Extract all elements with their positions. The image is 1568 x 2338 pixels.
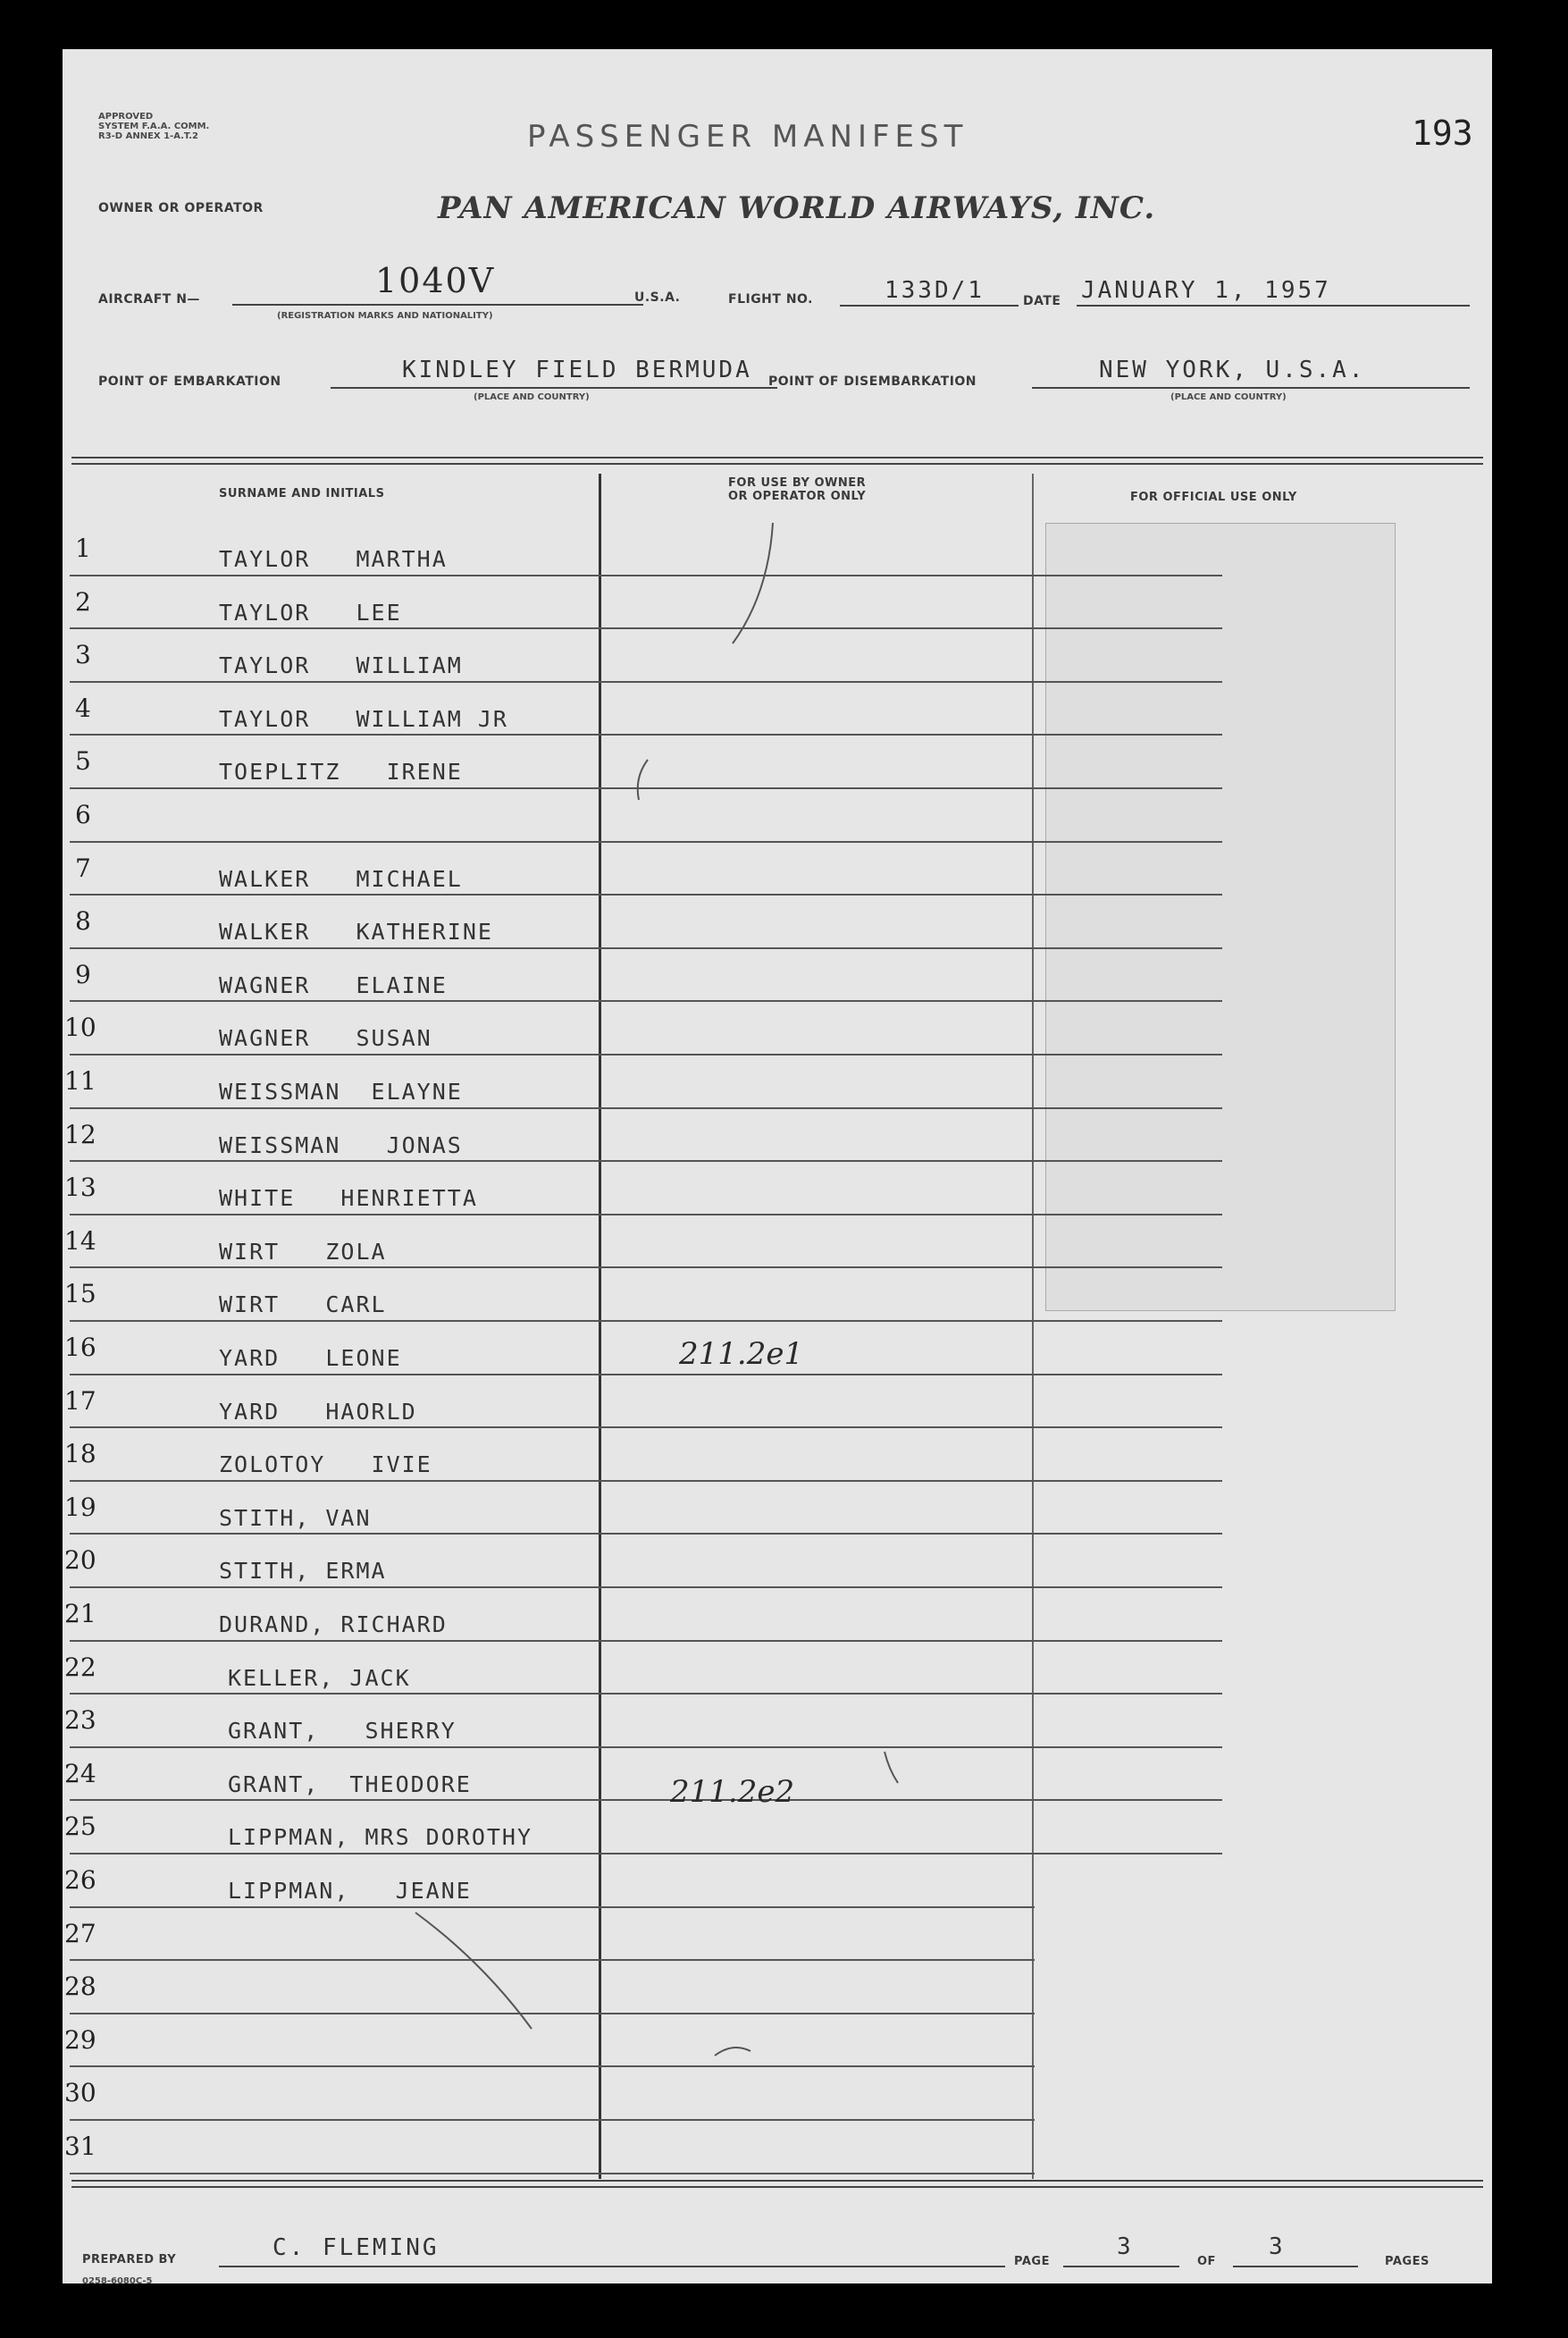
row-number: 12 <box>64 1119 96 1149</box>
passenger-name: LIPPMAN, MRS DOROTHY <box>228 1824 533 1851</box>
embark-label: POINT OF EMBARKATION <box>98 374 281 389</box>
passenger-name: WAGNER SUSAN <box>219 1025 432 1052</box>
table-bottom-rule <box>71 2180 1483 2188</box>
row-number: 2 <box>75 586 91 617</box>
page-underline <box>1063 2266 1179 2267</box>
of-underline <box>1233 2266 1358 2267</box>
usa-label: U.S.A. <box>634 290 681 305</box>
passenger-name: TAYLOR MARTHA <box>219 546 448 572</box>
passenger-name: TAYLOR WILLIAM JR <box>219 705 508 732</box>
owner-label: OWNER OR OPERATOR <box>98 201 264 215</box>
row-number: 3 <box>75 640 91 670</box>
pencil-stroke <box>715 2048 750 2056</box>
col-header-surname: SURNAME AND INITIALS <box>219 487 385 500</box>
aircraft-label: AIRCRAFT N— <box>98 292 200 307</box>
flight-label: FLIGHT NO. <box>728 292 813 307</box>
passenger-name: LIPPMAN, JEANE <box>228 1878 472 1904</box>
row-number: 31 <box>64 2132 96 2161</box>
row-number: 4 <box>75 693 91 723</box>
date-label: DATE <box>1023 294 1061 308</box>
row-number: 7 <box>75 853 91 883</box>
pencil-stroke <box>415 1913 532 2029</box>
passenger-name: TAYLOR LEE <box>219 599 402 626</box>
approval-line: APPROVED <box>98 112 154 122</box>
prepared-value: C. FLEMING <box>273 2234 440 2261</box>
row-number: 26 <box>64 1865 96 1895</box>
pencil-marks <box>63 49 1492 2283</box>
flight-value: 133D/1 <box>885 277 985 304</box>
row-number: 15 <box>64 1279 96 1309</box>
row-number: 11 <box>64 1066 96 1096</box>
row-number: 10 <box>64 1013 96 1043</box>
row-number: 25 <box>64 1812 96 1842</box>
registration-caption: (REGISTRATION MARKS AND NATIONALITY) <box>277 311 493 321</box>
of-value: 3 <box>1269 2233 1286 2260</box>
annotation-row16: 211.2e1 <box>679 1336 804 1372</box>
passenger-name: WIRT ZOLA <box>219 1238 387 1265</box>
passenger-name: WHITE HENRIETTA <box>219 1185 478 1212</box>
row-number: 17 <box>64 1385 96 1416</box>
pencil-stroke <box>885 1752 898 1783</box>
disembark-caption: (PLACE AND COUNTRY) <box>1170 392 1287 402</box>
row-number: 8 <box>75 906 91 937</box>
row-number: 28 <box>64 1972 96 2002</box>
col-header-official: FOR OFFICIAL USE ONLY <box>1130 491 1297 504</box>
form-code: 0258-6080C-5 <box>82 2276 153 2286</box>
row-number: 5 <box>75 746 91 777</box>
owner-use-line: OR OPERATOR ONLY <box>728 490 867 503</box>
passenger-name: YARD LEONE <box>219 1345 402 1371</box>
row-number: 22 <box>64 1652 96 1682</box>
pencil-stroke <box>638 760 648 800</box>
passenger-name: GRANT, THEODORE <box>228 1770 472 1797</box>
embark-value: KINDLEY FIELD BERMUDA <box>402 357 752 383</box>
row-number: 16 <box>64 1333 96 1362</box>
disembark-label: POINT OF DISEMBARKATION <box>768 374 977 389</box>
passenger-name: KELLER, JACK <box>228 1664 411 1691</box>
row-number: 27 <box>64 1918 96 1948</box>
row-number: 9 <box>75 959 91 989</box>
embark-caption: (PLACE AND COUNTRY) <box>474 392 590 402</box>
prepared-underline <box>219 2266 1005 2267</box>
page-number: 193 <box>1412 114 1473 153</box>
row-number: 6 <box>75 800 91 829</box>
passenger-name: WIRT CARL <box>219 1291 387 1318</box>
owner-use-line: FOR USE BY OWNER <box>728 476 867 490</box>
passenger-name: GRANT, SHERRY <box>228 1718 457 1745</box>
annotation-row26: 211.2e2 <box>670 1774 795 1810</box>
passenger-name: WALKER KATHERINE <box>219 919 493 946</box>
passenger-name: DURAND, RICHARD <box>219 1611 448 1637</box>
passenger-name: TOEPLITZ IRENE <box>219 759 463 786</box>
passenger-name: WAGNER ELAINE <box>219 971 448 998</box>
row-number: 23 <box>64 1705 96 1736</box>
date-value: JANUARY 1, 1957 <box>1081 277 1331 304</box>
row-number: 30 <box>64 2078 96 2108</box>
passenger-name: ZOLOTOY IVIE <box>219 1451 432 1478</box>
passenger-name: STITH, ERMA <box>219 1558 387 1585</box>
row-number: 24 <box>64 1758 96 1788</box>
passenger-name: WEISSMAN ELAYNE <box>219 1079 463 1105</box>
row-number: 14 <box>64 1225 96 1256</box>
row-number: 1 <box>75 534 91 563</box>
disembark-value: NEW YORK, U.S.A. <box>1099 357 1366 383</box>
page-label: PAGE <box>1014 2255 1050 2268</box>
aircraft-value: 1040V <box>375 261 496 300</box>
passenger-name: YARD HAORLD <box>219 1398 417 1425</box>
approval-line: SYSTEM F.A.A. COMM. <box>98 122 210 131</box>
owner-value: PAN AMERICAN WORLD AIRWAYS, INC. <box>438 190 1156 226</box>
of-label: OF <box>1197 2255 1216 2268</box>
row-number: 21 <box>64 1599 96 1628</box>
page-value: 3 <box>1117 2233 1134 2260</box>
passenger-name: STITH, VAN <box>219 1504 372 1531</box>
approval-line: R3-D ANNEX 1-A.T.2 <box>98 131 198 141</box>
row-number: 18 <box>64 1439 96 1469</box>
pencil-stroke <box>733 523 773 643</box>
passenger-name: TAYLOR WILLIAM <box>219 652 463 679</box>
passenger-name: WEISSMAN JONAS <box>219 1131 463 1158</box>
passenger-name: WALKER MICHAEL <box>219 865 463 892</box>
pages-label: PAGES <box>1385 2255 1430 2268</box>
manifest-sheet <box>63 49 1492 2286</box>
row-number: 19 <box>64 1492 96 1522</box>
row-number: 13 <box>64 1173 96 1203</box>
row-number: 29 <box>64 2024 96 2055</box>
page-title: PASSENGER MANIFEST <box>527 119 968 155</box>
prepared-label: PREPARED BY <box>82 2253 177 2267</box>
row-number: 20 <box>64 1545 96 1576</box>
